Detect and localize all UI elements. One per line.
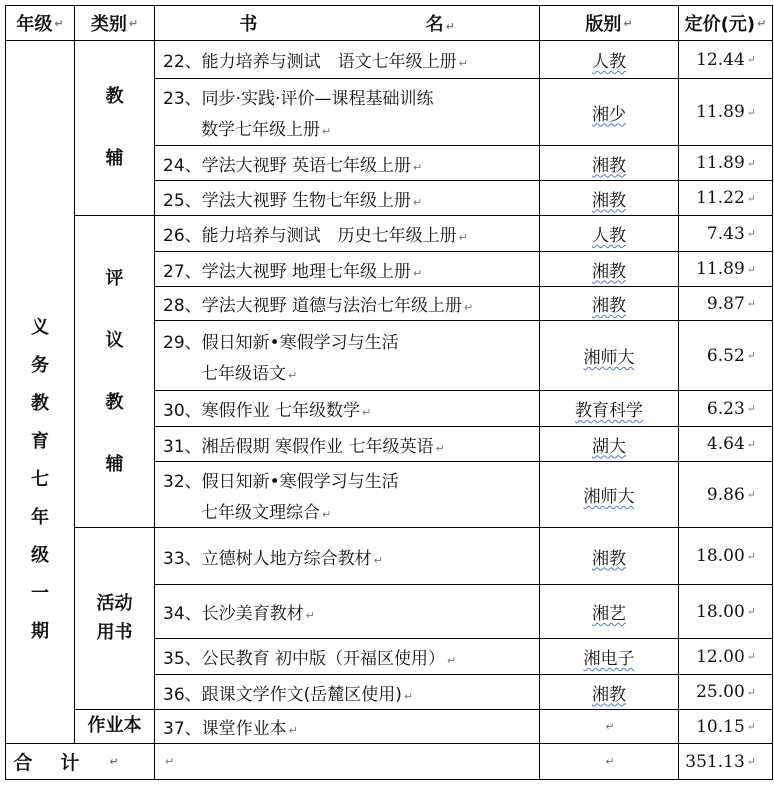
publisher-name: 湘少 [592,104,626,125]
paragraph-mark-icon: ↵ [413,160,423,174]
title-lines [163,328,399,384]
table-row-publisher-13 [540,639,679,675]
header-title-a: 书 [239,14,258,35]
title-lines [163,467,399,523]
header-publisher-label: 版别 [585,14,622,35]
publisher-name: 湘教 [592,684,626,705]
table-row-price-4 [679,216,773,252]
paragraph-mark-icon: ↵ [165,755,175,768]
category-pingyi-char-0: 评 [105,267,124,289]
paragraph-mark-icon: ↵ [746,437,756,451]
price-value: 7.43 [706,223,745,244]
header-grade-label: 年级 [16,14,53,35]
paragraph-mark-icon: ↵ [757,16,767,30]
header-price [679,5,773,41]
paragraph-mark-icon: ↵ [746,685,756,699]
header-category-label: 类别 [90,14,127,35]
table-row-publisher-10 [540,462,679,528]
paragraph-mark-icon: ↵ [746,755,756,768]
paragraph-mark-icon: ↵ [362,406,372,419]
price-value: 4.64 [706,434,745,454]
category-pingyi-char-3: 辅 [105,453,124,475]
paragraph-mark-icon: ↵ [445,20,455,33]
book-title: 30、寒假作业 七年级数学 ↵ [163,401,372,421]
table-row-price-6 [679,287,773,321]
title-lines [163,47,468,72]
paragraph-mark-icon: ↵ [746,156,756,170]
grade-char-2: 教 [31,392,49,414]
table-row-title-9 [155,427,540,462]
table-row-publisher-1 [540,79,679,146]
grade-cell-top [5,41,75,216]
paragraph-mark-icon: ↵ [746,297,756,310]
category-jiaofu [75,41,155,216]
book-title: 35、公民教育 初中版（开福区使用） ↵ [163,649,457,669]
paragraph-mark-icon: ↵ [447,654,457,667]
table-row-title-2 [155,146,540,181]
category-huodong-label [97,590,133,648]
price-value: 12.44 [696,49,745,70]
price-value: 9.86 [706,484,745,505]
grade-char-8: 期 [31,620,49,642]
paragraph-mark-icon: ↵ [464,301,474,314]
table-row-price-1 [679,79,773,146]
paragraph-mark-icon: ↵ [458,231,468,244]
total-label-cell [5,744,155,780]
table-row-publisher-14 [540,675,679,710]
book-title: 24、学法大视野 英语七年级上册 ↵ [163,155,423,176]
title-lines [163,644,456,669]
title-lines [163,544,383,569]
title-lines [163,396,371,421]
price-value: 11.89 [696,153,745,173]
table-row-title-5 [155,252,540,287]
header-title-b: 名 ↵ [425,14,455,35]
paragraph-mark-icon: ↵ [322,507,332,521]
price-value: 18.00 [696,546,745,566]
paragraph-mark-icon: ↵ [746,549,756,563]
paragraph-mark-icon: ↵ [605,755,615,768]
table-row-price-2 [679,146,773,181]
publisher-name: 湘电子 [583,649,635,669]
category-zuoye-label: 作业本 [87,715,142,737]
grade-char-3: 育 [31,430,49,452]
publisher-name: 湘教 [592,190,626,211]
publisher-name: 湘师大 [583,348,635,368]
paragraph-mark-icon: ↵ [288,724,298,737]
table-row-price-8 [679,391,773,427]
table-row-price-11 [679,528,773,585]
book-title: 27、学法大视野 地理七年级上册 ↵ [163,261,423,282]
price-value: 25.00 [696,682,745,702]
table-row-publisher-0 [540,41,679,79]
grade-char-4: 七 [31,468,49,490]
book-title: 23、同步·实践·评价—课程基础训练 [163,89,434,109]
paragraph-mark-icon: ↵ [54,16,64,30]
category-zuoye [75,710,155,744]
price-value: 12.00 [696,646,745,667]
table-row-publisher-5 [540,252,679,287]
price-value: 11.89 [696,102,745,122]
table-row-title-14 [155,675,540,710]
paragraph-mark-icon: ↵ [288,368,298,382]
table-row-price-13 [679,639,773,675]
table-row-publisher-11 [540,528,679,585]
table-row-title-13 [155,639,540,675]
publisher-name: 湘教 [592,155,626,176]
book-title: 22、能力培养与测试 语文七年级上册 ↵ [163,52,468,72]
table-row-publisher-12 [540,585,679,639]
table-row-price-15 [679,710,773,744]
table-row-title-11 [155,528,540,585]
table-row-price-5 [679,252,773,287]
price-value: 11.89 [696,259,745,279]
paragraph-mark-icon: ↵ [623,16,633,30]
header-title [155,5,540,41]
book-title-line2: 七年级文理综合 ↵ [201,502,332,523]
publisher-name: 湘师大 [583,487,635,507]
paragraph-mark-icon: ↵ [746,720,756,733]
price-value: 6.52 [706,345,745,366]
table-row-title-7 [155,321,540,391]
total-publisher-empty [540,744,679,780]
book-title: 25、学法大视野 生物七年级上册 ↵ [163,190,423,211]
table-row-title-8 [155,391,540,427]
publisher-name: 湘教 [592,296,626,316]
price-value: 11.22 [696,188,745,208]
grade-cell [5,216,75,744]
category-jiaofu-char-1: 辅 [105,148,124,169]
publisher-name: 教育科学 [575,401,643,421]
total-price-value: 351.13 [685,751,745,772]
paragraph-mark-icon: ↵ [605,720,615,733]
category-huodong [75,528,155,710]
book-title: 34、长沙美育教材 ↵ [163,604,315,624]
title-lines [163,714,298,739]
paragraph-mark-icon: ↵ [746,227,756,240]
book-title: 36、跟课文学作文(岳麓区使用) ↵ [163,684,414,705]
table-row-publisher-6 [540,287,679,321]
table-row-price-3 [679,181,773,216]
total-price-cell [679,744,773,780]
paragraph-mark-icon: ↵ [435,441,445,455]
book-title: 37、课堂作业本 ↵ [163,719,298,739]
table-row-price-10 [679,462,773,528]
title-lines [163,221,468,246]
table-row-title-15 [155,710,540,744]
paragraph-mark-icon: ↵ [413,266,423,280]
table-row-title-0 [155,41,540,79]
table-row-publisher-2 [540,146,679,181]
table-row-price-9 [679,427,773,462]
table-row-price-14 [679,675,773,710]
paragraph-mark-icon: ↵ [373,553,383,567]
price-value: 10.15 [696,716,745,737]
book-title: 31、湘岳假期 寒假作业 七年级英语 ↵ [163,436,445,457]
paragraph-mark-icon: ↵ [109,755,147,768]
category-huodong-line-1: 用书 [96,621,133,643]
table-row-title-12 [155,585,540,639]
category-huodong-line-0: 活动 [96,592,133,614]
total-title-empty [155,744,540,780]
paragraph-mark-icon: ↵ [458,57,468,70]
paragraph-mark-icon: ↵ [746,191,756,205]
paragraph-mark-icon: ↵ [746,349,756,362]
paragraph-mark-icon: ↵ [746,262,756,276]
book-title: 32、假日知新•寒假学习与生活 [163,471,399,492]
table-row-publisher-7 [540,321,679,391]
publisher-name: 湘教 [592,548,626,569]
title-lines [163,186,422,211]
title-lines [163,599,315,624]
title-lines [163,291,473,316]
table-row-price-0 [679,41,773,79]
book-title-line2: 七年级语文 ↵ [201,363,298,384]
paragraph-mark-icon: ↵ [746,105,756,119]
paragraph-mark-icon: ↵ [413,195,423,209]
grade-char-0: 义 [31,316,49,338]
header-grade [5,5,75,41]
paragraph-mark-icon: ↵ [322,125,332,138]
publisher-name: 湖大 [592,436,626,457]
book-title: 29、假日知新•寒假学习与生活 [163,332,399,353]
paragraph-mark-icon: ↵ [305,609,315,622]
category-pingyi-char-2: 教 [105,391,124,413]
paragraph-mark-icon: ↵ [746,605,756,618]
book-title: 26、能力培养与测试 历史七年级上册 ↵ [163,226,468,246]
title-lines [163,84,433,140]
total-label: 合计 [13,752,108,774]
header-category [75,5,155,41]
table-row-publisher-8 [540,391,679,427]
table-row-price-7 [679,321,773,391]
paragraph-mark-icon: ↵ [746,402,756,415]
table-row-publisher-4 [540,216,679,252]
grade-char-6: 级 [31,544,49,566]
table-row-title-6 [155,287,540,321]
table-row-title-1 [155,79,540,146]
title-lines [163,257,422,282]
paragraph-mark-icon: ↵ [746,650,756,663]
paragraph-mark-icon: ↵ [403,689,414,703]
publisher-name: 湘艺 [592,604,626,624]
book-title-line2: 数学七年级上册 ↵ [201,120,332,140]
price-value: 9.87 [706,293,745,314]
price-value: 6.23 [706,398,745,419]
paragraph-mark-icon: ↵ [128,16,139,30]
category-jiaofu-char-0: 教 [105,86,124,107]
header-publisher [540,5,679,41]
title-lines [163,680,413,705]
table-row-title-10 [155,462,540,528]
grade-char-1: 务 [31,354,49,376]
category-pingyi [75,216,155,528]
category-pingyi-char-1: 议 [105,329,124,351]
table-row-title-3 [155,181,540,216]
title-lines [163,432,445,457]
table-row-publisher-15 [540,710,679,744]
table-row-title-4 [155,216,540,252]
title-lines [163,151,422,176]
grade-char-7: 一 [31,582,49,604]
publisher-name: 人教 [592,226,626,246]
publisher-name: 湘教 [592,261,626,282]
table-row-price-12 [679,585,773,639]
table-row-publisher-3 [540,181,679,216]
table-row-publisher-9 [540,427,679,462]
book-title: 33、立德树人地方综合教材 ↵ [163,548,383,569]
book-title: 28、学法大视野 道德与法治七年级上册 ↵ [163,296,474,316]
paragraph-mark-icon: ↵ [746,53,756,66]
header-price-label: 定价(元) [684,14,756,35]
publisher-name: 人教 [592,52,626,72]
paragraph-mark-icon: ↵ [746,488,756,501]
grade-char-5: 年 [31,506,49,528]
price-value: 18.00 [696,601,745,622]
